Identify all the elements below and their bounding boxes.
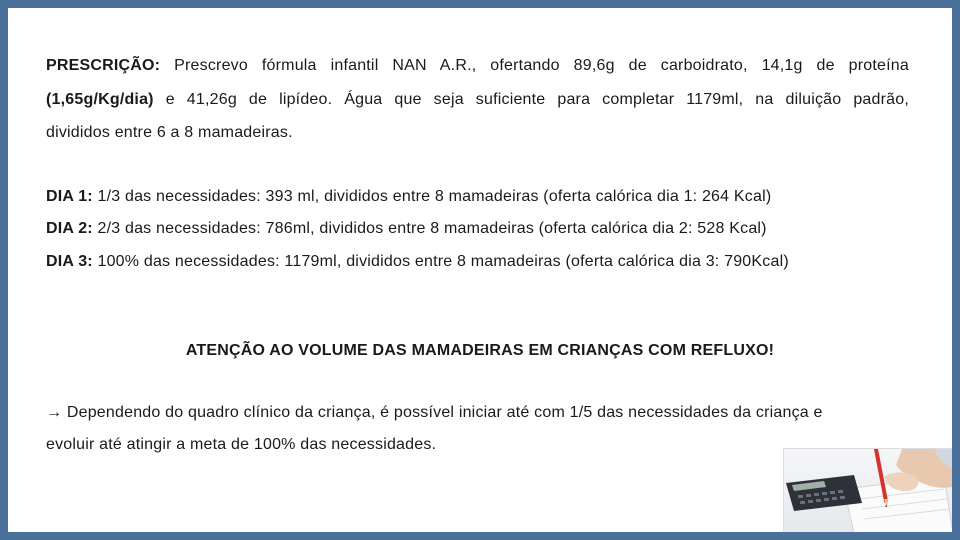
prescription-text-1: Prescrevo fórmula infantil NAN A.R., ofertando 89,6g de carboidrato, 14,1g de proteína: [160, 57, 909, 74]
reflux-warning: ATENÇÃO AO VOLUME DAS MAMADEIRAS EM CRIANÇAS COM REFLUXO!: [185, 342, 775, 359]
prescription-label: PRESCRIÇÃO:: [46, 57, 161, 74]
note-line-1: [46, 404, 823, 422]
prescription-line-2: [46, 91, 909, 109]
prescription-text-2: e 41,26g de lipídeo. Água que seja suficiente para completar 1179ml, na diluição padrão,: [153, 91, 909, 108]
slide: [8, 8, 952, 532]
day-3-text: 100% das necessidades: 1179ml, divididos entre 8 mamadeiras (oferta calórica dia 3: 790Kcal): [92, 253, 789, 270]
day-1-line: [46, 188, 771, 206]
day-2-line: [46, 220, 767, 238]
day-3-label: DIA 3:: [46, 253, 93, 270]
prescription-line-1: [46, 57, 909, 75]
day-1-text: 1/3 das necessidades: 393 ml, divididos entre 8 mamadeiras (oferta calórica dia 1: 264 Kcal): [92, 188, 772, 205]
day-3-line: [46, 253, 789, 271]
protein-dose-label: (1,65g/Kg/dia): [46, 91, 154, 108]
note-line-2: [46, 436, 436, 454]
day-1-label: DIA 1:: [46, 188, 93, 205]
arrow-icon: →: [46, 404, 63, 421]
writing-calculator-photo-icon: [783, 448, 952, 532]
day-2-label: DIA 2:: [46, 220, 93, 237]
photo-illustration: [784, 449, 952, 532]
prescription-line-3: [46, 124, 293, 142]
note-text-2: evoluir até atingir a meta de 100% das necessidades.: [46, 436, 437, 453]
note-text-1: Dependendo do quadro clínico da criança, é possível iniciar até com 1/5 das necessidades da criança e: [62, 404, 823, 421]
day-2-text: 2/3 das necessidades: 786ml, divididos entre 8 mamadeiras (oferta calórica dia 2: 528 Kcal): [92, 220, 767, 237]
prescription-text-3: divididos entre 6 a 8 mamadeiras.: [46, 124, 293, 141]
